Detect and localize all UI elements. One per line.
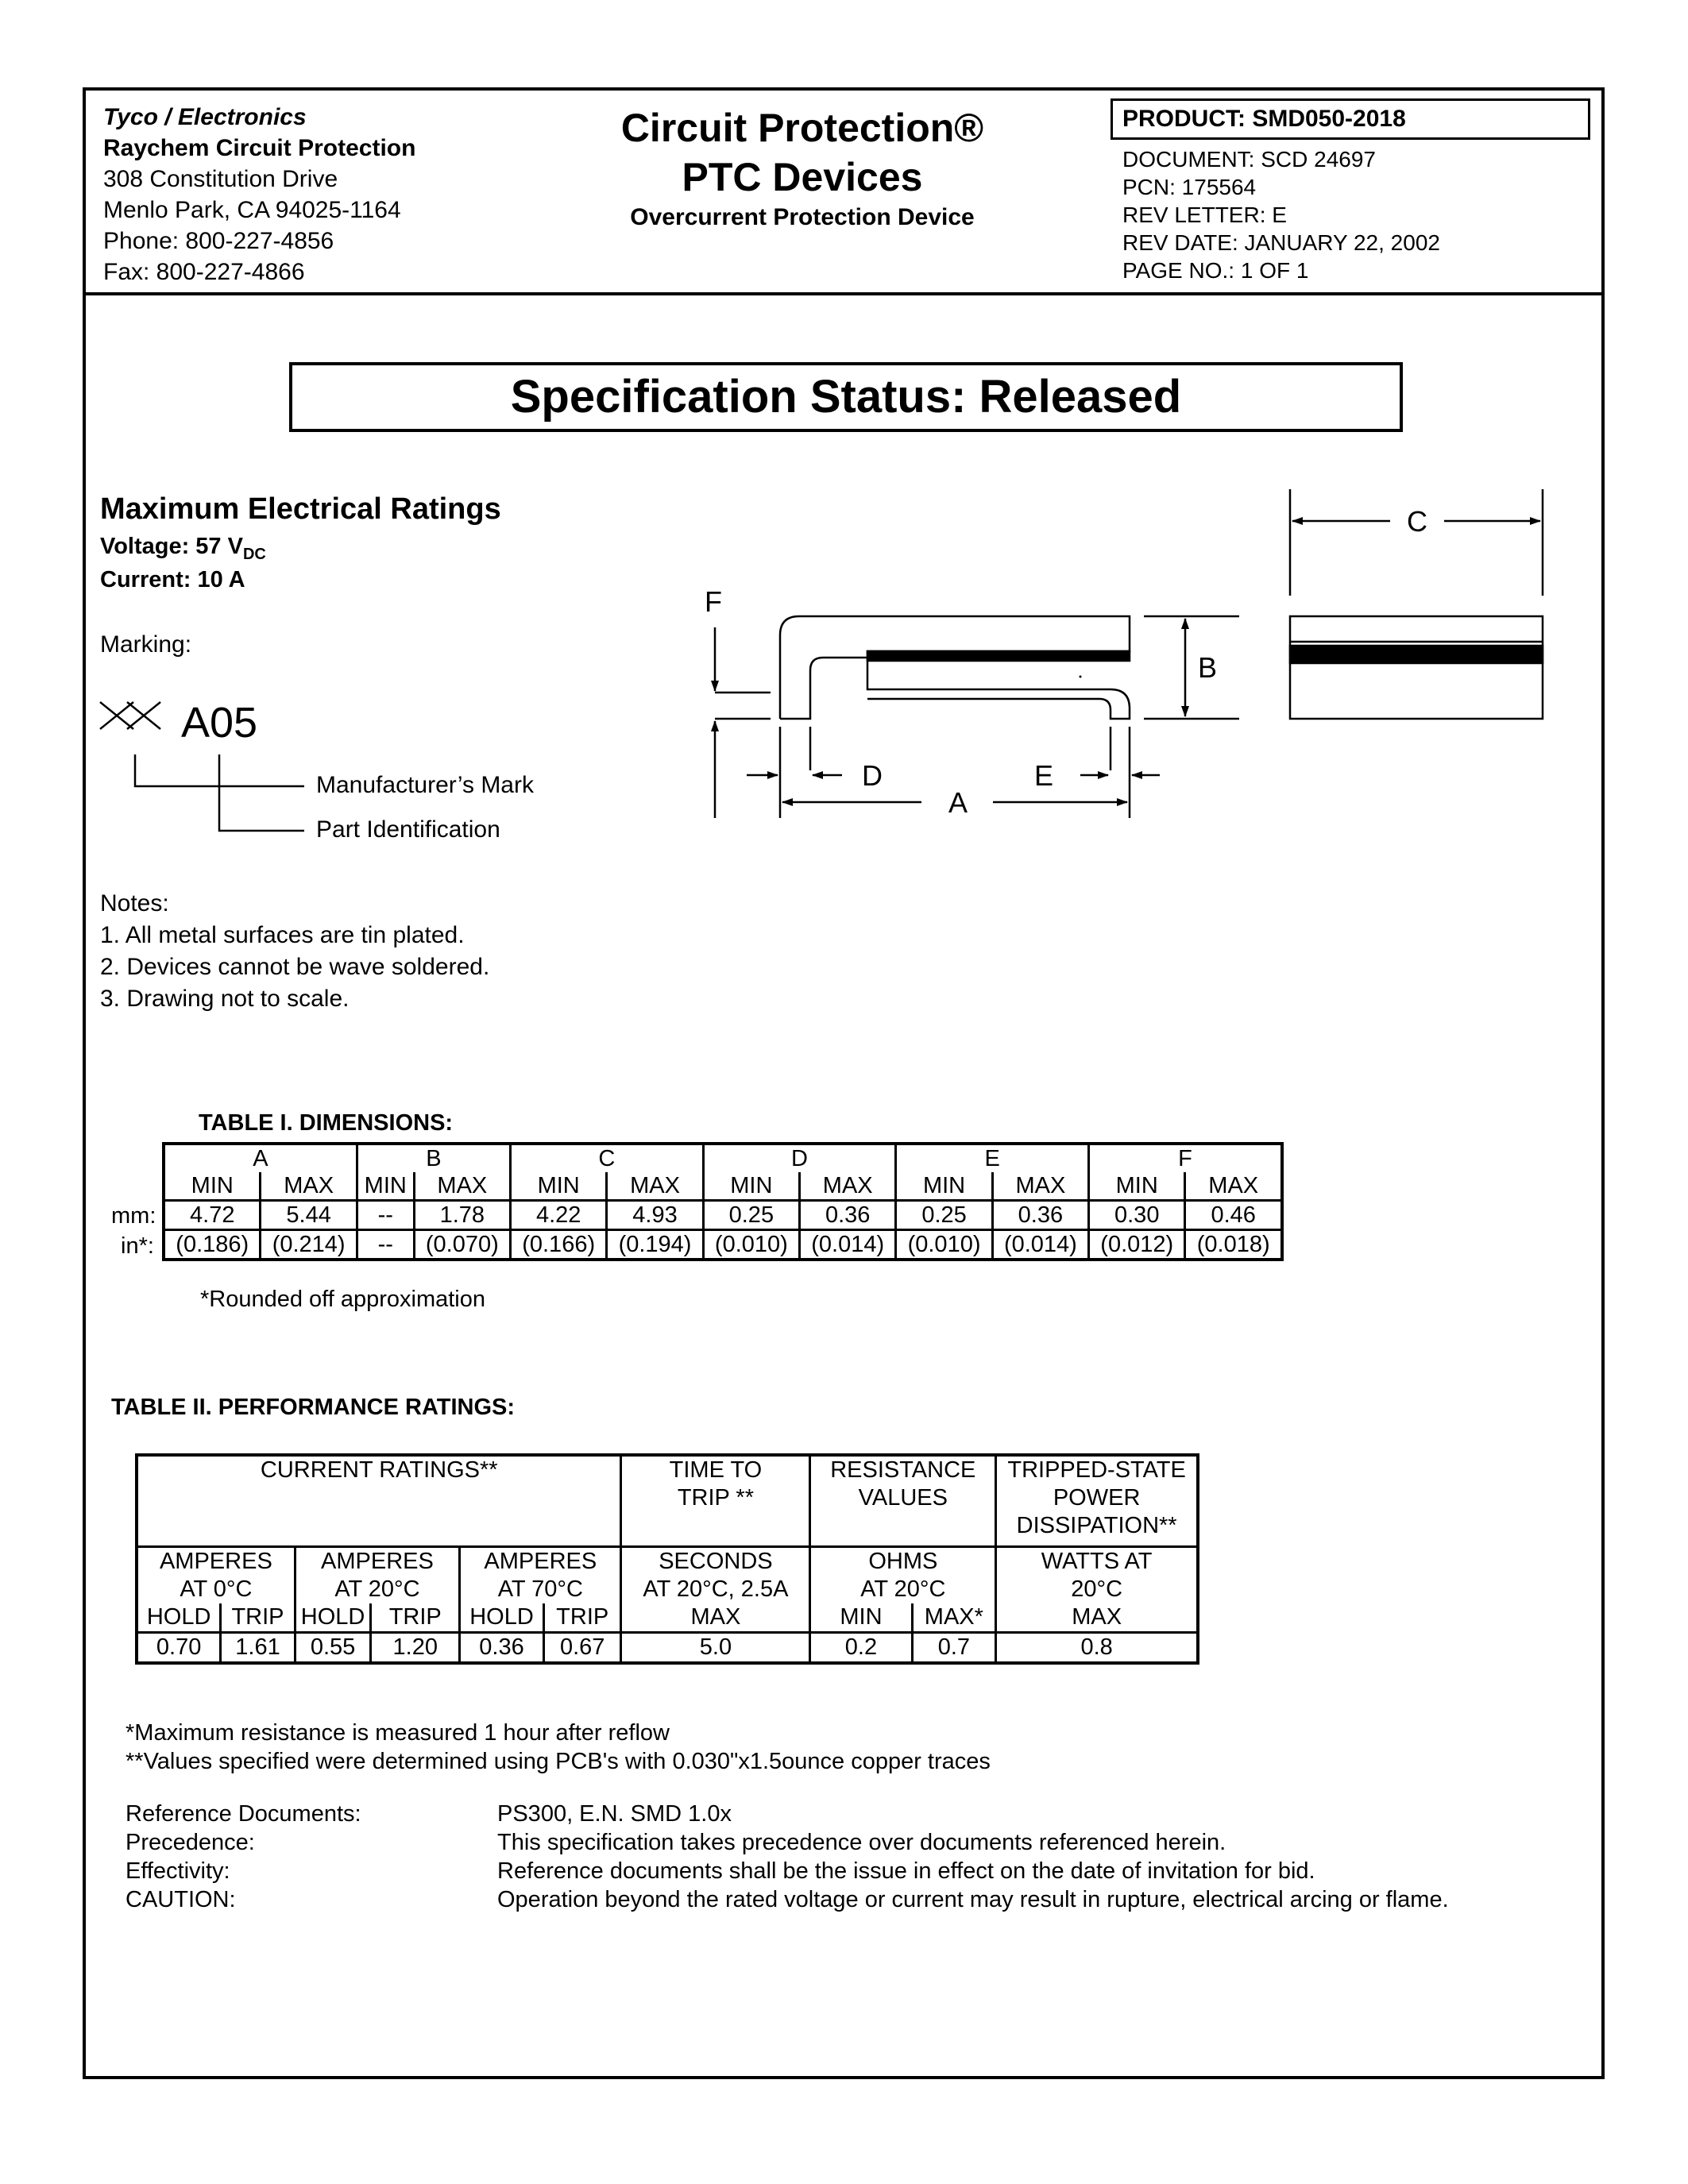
dimensions-table (162, 1142, 1284, 1261)
table1-cell: 0.25 (896, 1201, 992, 1230)
seconds-line: MAX (690, 1604, 741, 1630)
table1-row-label-in: in*: (121, 1233, 154, 1259)
callout-line-part-id (219, 754, 304, 831)
header-resistance-line: RESISTANCE (830, 1457, 976, 1483)
header-watts (996, 1547, 1198, 1633)
company-city: Menlo Park, CA 94025-1164 (103, 197, 401, 223)
table1-group-header: E (896, 1144, 1089, 1172)
device-side-outline (780, 616, 1130, 719)
dim-label-f: F (705, 585, 722, 618)
table1-cell: 1.78 (414, 1201, 510, 1230)
device-end-element (1290, 646, 1543, 663)
amperes-line: AT 20°C (334, 1576, 420, 1602)
table1-cell: 4.93 (607, 1201, 703, 1230)
dim-label-c: C (1407, 505, 1427, 538)
header-resistance-values (810, 1455, 996, 1547)
table1-cell: 5.44 (261, 1201, 357, 1230)
table2-cell: 0.7 (912, 1633, 996, 1664)
table1-cell: 4.72 (164, 1201, 261, 1230)
table1-group-row (164, 1144, 1282, 1172)
table1-cell: (0.194) (607, 1230, 703, 1260)
ref-label: Precedence: (126, 1830, 255, 1855)
document-number: DOCUMENT: SCD 24697 (1122, 147, 1376, 172)
device-dot (1080, 676, 1082, 678)
table1-cell: 0.25 (703, 1201, 799, 1230)
ref-text: PS300, E.N. SMD 1.0x (497, 1801, 732, 1827)
specification-status: Specification Status: Released (289, 362, 1403, 432)
ref-text: Operation beyond the rated voltage or current may result in rupture, electrical arcing or flame. (497, 1887, 1449, 1912)
subheader-hold: HOLD (137, 1603, 221, 1633)
company-phone: Phone: 800-227-4856 (103, 228, 334, 254)
table1-subheader: MIN (511, 1172, 607, 1201)
amperes-line: AMPERES (321, 1549, 434, 1574)
header-ohms (810, 1547, 996, 1604)
table1-cell: 0.36 (800, 1201, 896, 1230)
performance-footnotes (126, 1719, 991, 1776)
dimension-drawing (683, 477, 1557, 842)
subheader-max: MAX* (912, 1603, 996, 1633)
marking-label: Marking: (100, 631, 192, 658)
table1-subheader: MAX (800, 1172, 896, 1201)
seconds-line: SECONDS (659, 1549, 773, 1574)
header-power-line: POWER (1053, 1485, 1141, 1511)
rev-date: REV DATE: JANUARY 22, 2002 (1122, 230, 1440, 255)
note-item: 1. All metal surfaces are tin plated. (100, 922, 465, 948)
table1-group-header: D (703, 1144, 896, 1172)
table1-cell: (0.070) (414, 1230, 510, 1260)
subheader-hold: HOLD (295, 1603, 371, 1633)
reference-texts (497, 1800, 1449, 1914)
header-amperes-70c (460, 1547, 621, 1604)
table2-cell: 1.20 (371, 1633, 460, 1664)
header-tripped-power (996, 1455, 1198, 1547)
table1-cell: (0.186) (164, 1230, 261, 1260)
notes-block (100, 888, 489, 1015)
company-block (103, 102, 415, 287)
current-rating: Current: 10 A (100, 567, 245, 592)
dim-label-b: B (1197, 651, 1218, 684)
table1-cell: (0.214) (261, 1230, 357, 1260)
table1-cell: (0.014) (800, 1230, 896, 1260)
table1-in-row (164, 1230, 1282, 1260)
table2-unit-row (137, 1547, 1198, 1604)
table1-mm-row (164, 1201, 1282, 1230)
table1-cell: (0.018) (1185, 1230, 1282, 1260)
subheader-trip: TRIP (221, 1603, 295, 1633)
table1-subheader: MAX (414, 1172, 510, 1201)
subheader-hold: HOLD (460, 1603, 544, 1633)
footnote-resistance: *Maximum resistance is measured 1 hour after reflow (126, 1720, 670, 1746)
table1-cell: -- (357, 1230, 414, 1260)
reference-labels (126, 1800, 361, 1914)
header-time-to-trip (621, 1455, 810, 1547)
header-divider (83, 292, 1605, 295)
table1-subheader: MAX (261, 1172, 357, 1201)
ohms-line: OHMS (868, 1549, 938, 1574)
ref-text: This specification takes precedence over documents referenced herein. (497, 1830, 1226, 1855)
voltage-subscript: DC (242, 545, 266, 563)
table2-header-row (137, 1455, 1198, 1547)
header-amperes-20c (295, 1547, 459, 1604)
note-item: 3. Drawing not to scale. (100, 986, 350, 1012)
header-power-line: TRIPPED-STATE (1007, 1457, 1186, 1483)
amperes-line: AT 0°C (180, 1576, 253, 1602)
table1-cell: (0.012) (1089, 1230, 1185, 1260)
title-line-2: PTC Devices (682, 155, 923, 199)
notes-heading: Notes: (100, 890, 169, 916)
title-line-1: Circuit Protection® (620, 106, 984, 150)
table1-subheader: MAX (607, 1172, 703, 1201)
device-end-outline (1290, 616, 1543, 719)
header-resistance-line: VALUES (858, 1485, 948, 1511)
footnote-pcb: **Values specified were determined using PCB's with 0.030"x1.5ounce copper traces (126, 1749, 991, 1774)
header-time-line: TIME TO (669, 1457, 763, 1483)
dim-label-d: D (862, 759, 883, 792)
document-info (1122, 145, 1440, 284)
table2-cell: 0.36 (460, 1633, 544, 1664)
header-time-line: TRIP ** (677, 1485, 755, 1511)
table1-group-header: B (357, 1144, 510, 1172)
pcn-number: PCN: 175564 (1122, 175, 1257, 199)
table1-cell: 4.22 (511, 1201, 607, 1230)
header-amperes-0c (137, 1547, 295, 1604)
product-id-box: PRODUCT: SMD050-2018 (1111, 98, 1590, 140)
company-name: Tyco / Electronics (103, 104, 307, 130)
table2-cell: 1.61 (221, 1633, 295, 1664)
table1-subheader: MIN (164, 1172, 261, 1201)
table1-cell: -- (357, 1201, 414, 1230)
amperes-line: AT 70°C (497, 1576, 583, 1602)
marking-code: A05 (181, 699, 258, 747)
table2-cell: 0.8 (996, 1633, 1198, 1664)
callout-part-identification: Part Identification (316, 816, 500, 843)
subheader-trip: TRIP (543, 1603, 621, 1633)
table1-subheader: MIN (1089, 1172, 1185, 1201)
amperes-line: AMPERES (484, 1549, 597, 1574)
table1-subheader-row (164, 1172, 1282, 1201)
table2-title: TABLE II. PERFORMANCE RATINGS: (111, 1395, 516, 1420)
table2-value-row (137, 1633, 1198, 1664)
table1-title: TABLE I. DIMENSIONS: (199, 1110, 454, 1136)
dim-label-e: E (1033, 759, 1054, 792)
ref-label: CAUTION: (126, 1887, 236, 1912)
table1-footnote: *Rounded off approximation (200, 1287, 485, 1312)
table2-cell: 0.55 (295, 1633, 371, 1664)
header-current-ratings: CURRENT RATINGS** (137, 1455, 621, 1547)
table1-group-header: A (164, 1144, 357, 1172)
table1-subheader: MIN (357, 1172, 414, 1201)
watts-line: MAX (1072, 1604, 1122, 1630)
table1-subheader: MIN (896, 1172, 992, 1201)
table1-cell: (0.010) (703, 1230, 799, 1260)
table1-row-label-mm: mm: (111, 1203, 156, 1229)
table2-cell: 0.2 (810, 1633, 912, 1664)
table1-cell: (0.010) (896, 1230, 992, 1260)
seconds-line: AT 20°C, 2.5A (643, 1576, 789, 1602)
watts-line: WATTS AT (1041, 1549, 1153, 1574)
table1-group-header: F (1089, 1144, 1282, 1172)
table1-cell: (0.166) (511, 1230, 607, 1260)
ref-label: Effectivity: (126, 1858, 230, 1884)
subheader-min: MIN (810, 1603, 912, 1633)
callout-manufacturer-mark: Manufacturer’s Mark (316, 772, 534, 798)
company-street: 308 Constitution Drive (103, 166, 338, 192)
table2-cell: 0.67 (543, 1633, 621, 1664)
header-seconds (621, 1547, 810, 1633)
watts-line: 20°C (1071, 1576, 1123, 1602)
device-side-element (867, 651, 1130, 661)
page-number: PAGE NO.: 1 OF 1 (1122, 258, 1309, 283)
table1-group-header: C (511, 1144, 704, 1172)
ref-label: Reference Documents: (126, 1801, 361, 1827)
ohms-line: AT 20°C (860, 1576, 946, 1602)
title-line-3: Overcurrent Protection Device (630, 204, 975, 230)
ref-text: Reference documents shall be the issue in effect on the date of invitation for bid. (497, 1858, 1315, 1884)
device-side-terminal (780, 658, 867, 719)
company-fax: Fax: 800-227-4866 (103, 259, 305, 285)
company-division: Raychem Circuit Protection (103, 135, 416, 161)
table1-cell: (0.014) (992, 1230, 1088, 1260)
table2-cell: 5.0 (621, 1633, 810, 1664)
dim-label-a: A (948, 786, 968, 819)
rev-letter: REV LETTER: E (1122, 203, 1287, 227)
performance-table (135, 1453, 1199, 1665)
table1-cell: 0.30 (1089, 1201, 1185, 1230)
voltage-rating (100, 534, 266, 564)
voltage-label: Voltage: 57 V (100, 534, 243, 559)
table1-subheader: MAX (1185, 1172, 1282, 1201)
table1-subheader: MAX (992, 1172, 1088, 1201)
document-title (556, 103, 1049, 233)
amperes-line: AMPERES (159, 1549, 272, 1574)
subheader-trip: TRIP (371, 1603, 460, 1633)
ratings-heading: Maximum Electrical Ratings (100, 492, 501, 526)
header-power-line: DISSIPATION** (1016, 1513, 1177, 1538)
table2-cell: 0.70 (137, 1633, 221, 1664)
table1-cell: 0.46 (1185, 1201, 1282, 1230)
table1-cell: 0.36 (992, 1201, 1088, 1230)
table1-subheader: MIN (703, 1172, 799, 1201)
note-item: 2. Devices cannot be wave soldered. (100, 954, 490, 980)
